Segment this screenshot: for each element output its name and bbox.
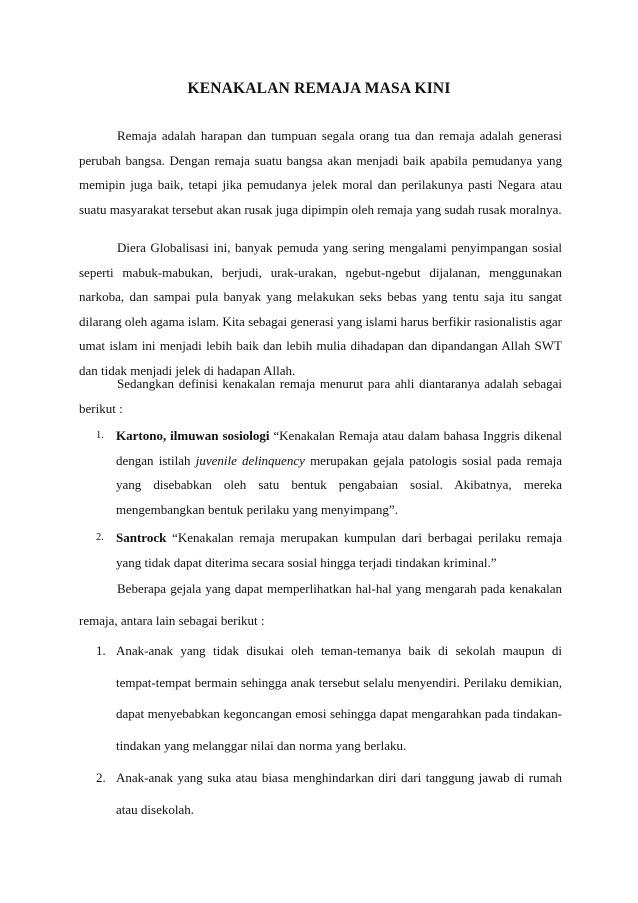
paragraph-globalization: Diera Globalisasi ini, banyak pemuda yang sering mengalami penyimpangan sosial seperti mabuk-mabukan, berjudi, urak-urakan, ngebut-ngebut dijalanan, menggunakan narkoba, dan sampai pula banyak yang melakukan seks bebas yang tentu saja itu sangat dilarang oleh agama islam. Kita sebagai generasi yang islami harus berfikir rasionalistis agar umat islam ini menjadi lebih baik dan lebih mulia dihadapan dan dipandangan Allah SWT dan tidak menjadi jelek di hadapan Allah.: [79, 240, 562, 378]
list-item: [79, 526, 562, 575]
list-item: [79, 635, 562, 762]
list-item: [79, 424, 562, 522]
expert-name: Kartono, ilmuwan sosiologi: [116, 428, 270, 443]
symptoms-list: [79, 635, 562, 825]
symptom-text: Anak-anak yang suka atau biasa menghindarkan diri dari tanggung jawab di rumah atau disekolah.: [116, 769, 562, 817]
definitions-list: [79, 424, 562, 575]
expert-name: Santrock: [116, 530, 167, 545]
definition-term: juvenile delinquency: [195, 452, 305, 468]
paragraph-definition-intro: Sedangkan definisi kenakalan remaja menurut para ahli diantaranya adalah sebagai berikut :: [79, 376, 562, 416]
paragraph-symptoms-intro: Beberapa gejala yang dapat memperlihatkan hal-hal yang mengarah pada kenakalan remaja, antara lain sebagai berikut :: [79, 581, 562, 628]
paragraph-intro: Remaja adalah harapan dan tumpuan segala orang tua dan remaja adalah generasi perubah bangsa. Dengan remaja suatu bangsa akan menjadi baik apabila pemudanya yang memipin juga baik, tetapi jika pemudanya jelek moral dan perilakunya pasti Negara atau suatu masyarakat tersebut akan rusak juga dipimpin oleh remaja yang sudah rusak moralnya.: [79, 128, 562, 217]
list-number: 1.: [96, 430, 104, 441]
list-item: [79, 762, 562, 825]
definition-text: “Kenakalan Remaja atau dalam bahasa Inggris dikenal dengan istilah: [116, 428, 563, 468]
symptom-text: Anak-anak yang tidak disukai oleh teman-temanya baik di sekolah maupun di tempat-tempat bermain sehingga anak tersebut selalu menyendiri. Perilaku demikian, dapat menyebabkan kegoncangan emosi sehingga dapat mengarahkan pada tindakan-tindakan yang melanggar nilai dan norma yang berlaku.: [116, 643, 562, 754]
list-number: 1.: [96, 643, 106, 658]
list-number: 2.: [96, 769, 106, 785]
list-number: 2.: [96, 532, 104, 543]
definition-text: “Kenakalan remaja merupakan kumpulan dari berbagai perilaku remaja yang tidak dapat diterima secara sosial hingga terjadi tindakan kriminal.”: [116, 530, 562, 570]
document-title: KENAKALAN REMAJA MASA KINI: [187, 80, 451, 97]
definition-text: merupakan gejala patologis sosial pada remaja yang disebabkan oleh satu bentuk pengabaian sosial. Akibatnya, mereka mengembangkan bentuk perilaku yang menyimpang”.: [116, 452, 563, 517]
